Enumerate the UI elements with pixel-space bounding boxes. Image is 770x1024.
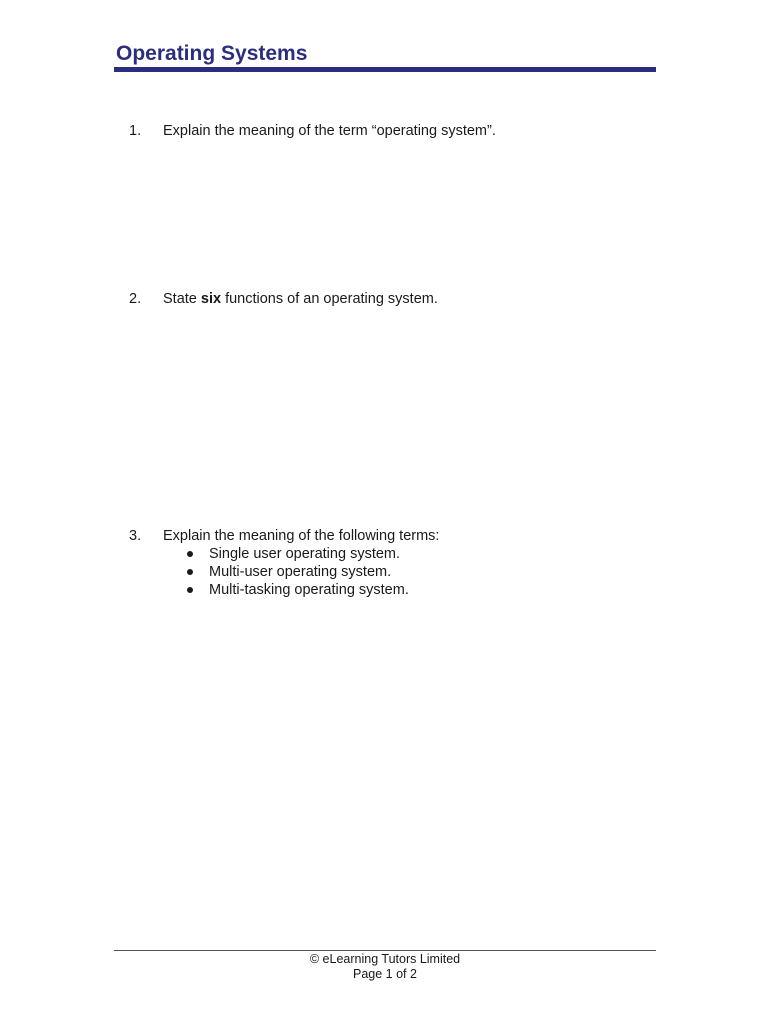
bullet-icon [187, 569, 193, 575]
list-item-text: Multi-user operating system. [209, 564, 392, 580]
list-item [0, 545, 770, 563]
list-item [0, 563, 770, 581]
question-text: Explain the meaning of the term “operating system”. [163, 123, 496, 139]
list-item-text: Single user operating system. [209, 546, 401, 562]
question-text: Explain the meaning of the following terms: [163, 528, 440, 544]
copyright-text: © eLearning Tutors Limited [309, 952, 461, 966]
list-item [0, 581, 770, 599]
question-number: 2. [129, 291, 142, 307]
bullet-icon [187, 551, 193, 557]
page-title: Operating Systems [116, 42, 308, 65]
terms-list [0, 545, 770, 599]
question-text [163, 290, 438, 308]
list-item-text: Multi-tasking operating system. [209, 582, 409, 598]
question-text-end: functions of an operating system. [221, 291, 438, 307]
question-number: 3. [129, 528, 142, 544]
footer-divider [114, 950, 656, 951]
title-underline [114, 67, 656, 72]
bullet-icon [187, 587, 193, 593]
question-text-start: State [163, 291, 201, 307]
question-emphasis: six [200, 291, 222, 307]
page-number: Page 1 of 2 [353, 967, 417, 981]
page-footer [114, 952, 656, 982]
question-number: 1. [129, 123, 142, 139]
